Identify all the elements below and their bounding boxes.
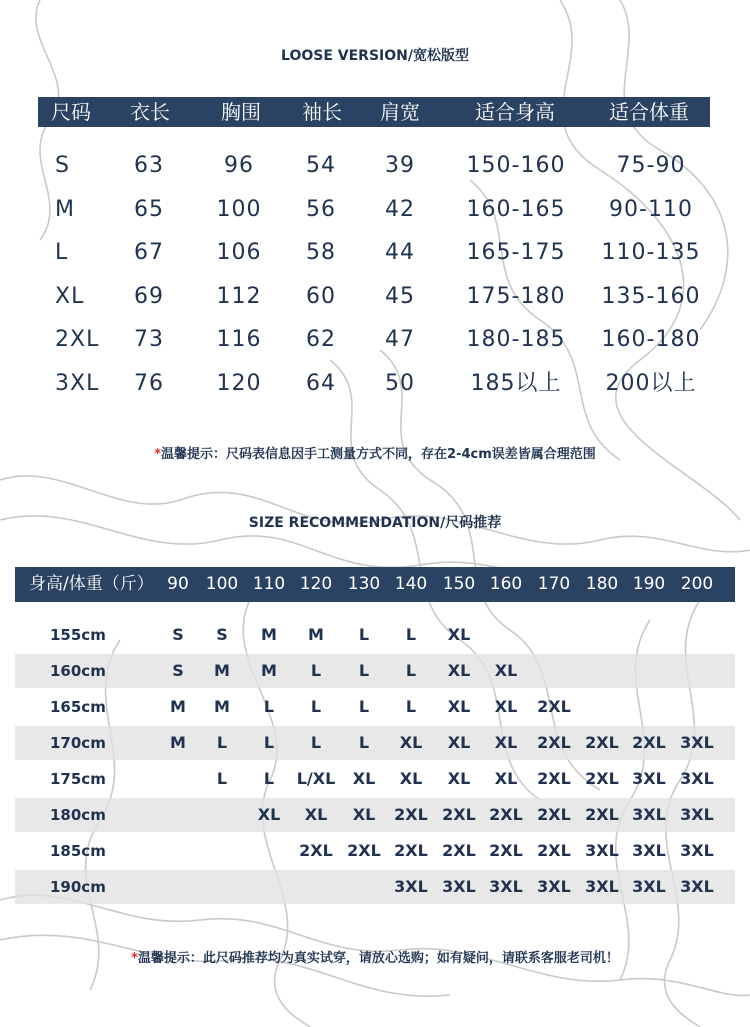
table2-size-cell: 3XL [680, 769, 714, 788]
table2-row [15, 618, 735, 652]
table2-size-cell: 2XL [347, 841, 381, 860]
table2-size-cell: XL [304, 805, 328, 824]
t1-header-weight: 适合体重 [609, 100, 689, 124]
table2-size-cell: M [308, 625, 324, 644]
table2-size-cell: 2XL [299, 841, 333, 860]
table1-cell: 64 [306, 371, 336, 396]
table2-row [15, 690, 735, 724]
table2-size-cell: 3XL [442, 877, 476, 896]
table2-header-row [15, 567, 735, 602]
table1-cell: 110-135 [601, 240, 701, 265]
table2-size-cell: 2XL [537, 841, 571, 860]
table2-size-cell: L [405, 697, 417, 716]
table2-size-cell: L [405, 625, 417, 644]
table2-size-cell: 3XL [632, 877, 666, 896]
table2-size-cell: L [358, 733, 370, 752]
table1-row [0, 320, 750, 360]
table2-size-cell: 2XL [585, 805, 619, 824]
t2-header-weight: 90 [167, 574, 189, 594]
table2-size-cell: 3XL [585, 877, 619, 896]
table2-size-cell: L/XL [296, 769, 336, 788]
table2-row-height: 190cm [50, 878, 106, 896]
table2-row-height: 185cm [50, 842, 106, 860]
table1-cell: 160-165 [466, 197, 566, 222]
table1-cell: 160-180 [601, 327, 701, 352]
table2-size-cell: M [170, 697, 186, 716]
table2-size-cell: 2XL [537, 733, 571, 752]
table1-cell: XL [55, 284, 85, 309]
table1-cell: S [55, 153, 70, 178]
table2-size-cell: M [261, 661, 277, 680]
table2-size-cell: M [214, 697, 230, 716]
table1-cell: 106 [216, 240, 262, 265]
table1-cell: 60 [306, 284, 336, 309]
table1-cell: 150-160 [466, 153, 566, 178]
table2-size-cell: 2XL [489, 841, 523, 860]
table2-size-cell: 2XL [537, 805, 571, 824]
table1-cell: 67 [134, 240, 164, 265]
table1-cell: 76 [134, 371, 164, 396]
table2-size-cell: XL [447, 733, 471, 752]
table2-size-cell: L [310, 661, 322, 680]
table2-size-cell: XL [494, 697, 518, 716]
table2-size-cell: L [358, 625, 370, 644]
table1-cell: 120 [216, 371, 262, 396]
table2-row-height: 175cm [50, 770, 106, 788]
table1-cell: 42 [385, 197, 415, 222]
table1-cell: M [55, 197, 75, 222]
table2-size-cell: M [170, 733, 186, 752]
table2-size-cell: 3XL [632, 841, 666, 860]
table1-cell: 200以上 [605, 371, 697, 396]
t2-header-weight: 100 [205, 574, 239, 594]
table2-size-cell: 3XL [680, 805, 714, 824]
table2-size-cell: 3XL [632, 769, 666, 788]
table2-size-cell: XL [447, 625, 471, 644]
table2-size-cell: 3XL [680, 841, 714, 860]
t1-header-size: 尺码 [51, 100, 91, 124]
table1-cell: 50 [385, 371, 415, 396]
table2-size-cell: L [358, 697, 370, 716]
table1-cell: 3XL [55, 371, 100, 396]
table1-cell: 135-160 [601, 284, 701, 309]
table2-row [15, 762, 735, 796]
table2-row [15, 798, 735, 832]
table2-size-cell: XL [494, 733, 518, 752]
table1-cell: L [55, 240, 69, 265]
t1-header-length: 衣长 [130, 100, 170, 124]
t2-header-weight: 130 [347, 574, 381, 594]
table2-size-cell: S [172, 625, 184, 644]
t2-header-weight: 170 [537, 574, 571, 594]
table1-row [0, 277, 750, 317]
table1-cell: 69 [134, 284, 164, 309]
table2-size-cell: S [216, 625, 228, 644]
table1-cell: 54 [306, 153, 336, 178]
table2-size-cell: XL [447, 661, 471, 680]
table1-cell: 175-180 [466, 284, 566, 309]
table2-size-cell: 2XL [585, 769, 619, 788]
table2-row [15, 654, 735, 688]
table1-cell: 112 [216, 284, 262, 309]
table2-size-cell: 3XL [632, 805, 666, 824]
table2-size-cell: L [310, 733, 322, 752]
t2-corner-label: 身高/体重（斤） [29, 574, 154, 594]
table2-size-cell: 2XL [632, 733, 666, 752]
t2-header-weight: 180 [585, 574, 619, 594]
table2-size-cell: 2XL [585, 733, 619, 752]
t1-header-height: 适合身高 [475, 100, 555, 124]
t2-header-weight: 150 [442, 574, 476, 594]
table2-size-cell: S [172, 661, 184, 680]
table2-size-cell: 3XL [489, 877, 523, 896]
table2-row-height: 170cm [50, 734, 106, 752]
table1-cell: 65 [134, 197, 164, 222]
t1-header-sleeve: 袖长 [302, 100, 342, 124]
table2-size-cell: M [261, 625, 277, 644]
table1-cell: 96 [224, 153, 254, 178]
table2-note [0, 947, 750, 966]
table2-size-cell: 2XL [394, 805, 428, 824]
table2-row [15, 726, 735, 760]
table2-size-cell: L [358, 661, 370, 680]
table2-size-cell: L [216, 733, 228, 752]
note-text: 温馨提示：尺码表信息因手工测量方式不同，存在2-4cm误差皆属合理范围 [161, 447, 596, 462]
table2-size-cell: 2XL [489, 805, 523, 824]
t2-header-weight: 120 [299, 574, 333, 594]
table2-size-cell: L [405, 661, 417, 680]
table1-title: LOOSE VERSION/宽松版型 [281, 48, 469, 64]
t2-header-weight: 160 [489, 574, 523, 594]
t1-header-shoulder: 肩宽 [380, 100, 420, 124]
t1-header-chest: 胸围 [221, 100, 261, 124]
table1-row [0, 233, 750, 273]
t2-header-weight: 110 [252, 574, 286, 594]
table2-size-cell: XL [399, 769, 423, 788]
table2-size-cell: XL [257, 805, 281, 824]
table1-cell: 56 [306, 197, 336, 222]
table2-size-cell: XL [494, 769, 518, 788]
table1-cell: 116 [216, 327, 262, 352]
table2-row [15, 834, 735, 868]
table1-header-row [38, 97, 710, 127]
table2-size-cell: 3XL [680, 877, 714, 896]
table2-row-height: 160cm [50, 662, 106, 680]
table1-cell: 58 [306, 240, 336, 265]
table2-size-cell: 3XL [394, 877, 428, 896]
note-star: * [154, 447, 162, 462]
table2-size-cell: XL [447, 697, 471, 716]
table2-size-cell: XL [352, 769, 376, 788]
table2-size-cell: L [263, 733, 275, 752]
table1-cell: 47 [385, 327, 415, 352]
table2-size-cell: 3XL [680, 733, 714, 752]
table2-size-cell: 2XL [537, 769, 571, 788]
table2-size-cell: 2XL [537, 697, 571, 716]
table2-row-height: 165cm [50, 698, 106, 716]
note-star: * [131, 951, 138, 966]
table1-cell: 180-185 [466, 327, 566, 352]
table1-cell: 75-90 [616, 153, 686, 178]
table2-size-cell: 2XL [442, 805, 476, 824]
table2-size-cell: 3XL [537, 877, 571, 896]
table2-size-cell: L [310, 697, 322, 716]
table2-row [15, 870, 735, 904]
table1-cell: 185以上 [470, 371, 562, 396]
table2-size-cell: XL [399, 733, 423, 752]
table1-cell: 39 [385, 153, 415, 178]
table2-size-cell: L [216, 769, 228, 788]
table1-cell: 100 [216, 197, 262, 222]
table2-size-cell: XL [494, 661, 518, 680]
table1-cell: 44 [385, 240, 415, 265]
t2-header-weight: 140 [394, 574, 428, 594]
table1-cell: 62 [306, 327, 336, 352]
table2-size-cell: XL [352, 805, 376, 824]
table1-row [0, 190, 750, 230]
table2-size-cell: L [263, 769, 275, 788]
table2-title: SIZE RECOMMENDATION/尺码推荐 [248, 515, 502, 531]
t2-header-weight: 200 [680, 574, 714, 594]
table2-row-height: 155cm [50, 626, 106, 644]
table1-row [0, 364, 750, 404]
table1-cell: 63 [134, 153, 164, 178]
table1-cell: 90-110 [609, 197, 693, 222]
note-text: 温馨提示：此尺码推荐均为真实试穿，请放心选购；如有疑问，请联系客服老司机！ [137, 951, 619, 966]
table2-size-cell: L [263, 697, 275, 716]
table1-cell: 45 [385, 284, 415, 309]
table2-size-cell: 3XL [585, 841, 619, 860]
table1-cell: 73 [134, 327, 164, 352]
table2-size-cell: XL [447, 769, 471, 788]
table1-note [0, 443, 750, 462]
table1-cell: 165-175 [466, 240, 566, 265]
table2-size-cell: M [214, 661, 230, 680]
table2-size-cell: 2XL [442, 841, 476, 860]
table1-row [0, 146, 750, 186]
table2-size-cell: 2XL [394, 841, 428, 860]
table1-cell: 2XL [55, 327, 100, 352]
table2-row-height: 180cm [50, 806, 106, 824]
t2-header-weight: 190 [632, 574, 666, 594]
